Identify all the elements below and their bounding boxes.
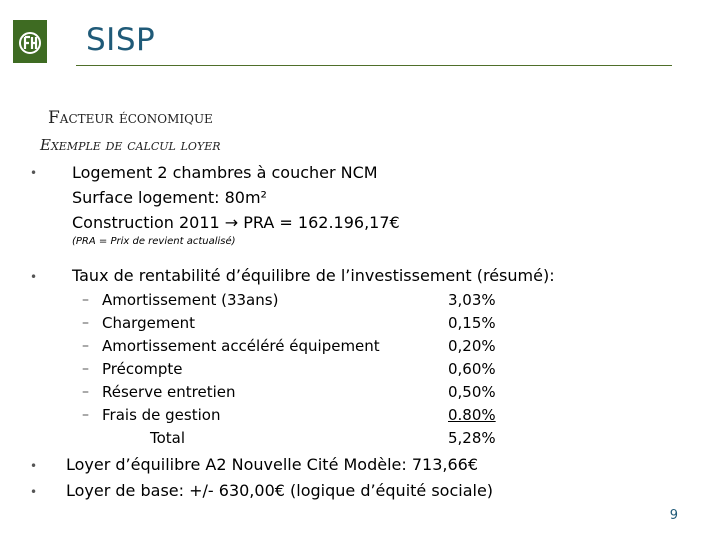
block1-line: Logement 2 chambres à coucher NCM xyxy=(72,163,378,182)
dash-marker: – xyxy=(82,384,89,400)
item-label: Amortissement accéléré équipement xyxy=(102,337,380,355)
item-label: Précompte xyxy=(102,360,183,378)
subsection-heading: Exemple de calcul loyer xyxy=(40,136,221,154)
dash-marker: – xyxy=(82,361,89,377)
item-value: 0,50% xyxy=(448,383,496,401)
item-value: 3,03% xyxy=(448,291,496,309)
pra-note: (PRA = Prix de revient actualisé) xyxy=(72,236,236,247)
bullet-dot: • xyxy=(30,166,38,180)
item-value: 0,60% xyxy=(448,360,496,378)
item-value: 0,15% xyxy=(448,314,496,332)
item-value: 0,20% xyxy=(448,337,496,355)
bullet-dot: • xyxy=(30,459,38,473)
block2-heading: Taux de rentabilité d’équilibre de l’investissement (résumé): xyxy=(72,266,555,285)
dash-marker: – xyxy=(82,292,89,308)
title-divider xyxy=(76,65,672,66)
item-label: Réserve entretien xyxy=(102,383,236,401)
item-label: Amortissement (33ans) xyxy=(102,291,279,309)
page-title: SISP xyxy=(86,22,156,58)
total-value: 5,28% xyxy=(448,429,496,447)
dash-marker: – xyxy=(82,338,89,354)
total-label: Total xyxy=(150,429,186,447)
item-label: Chargement xyxy=(102,314,196,332)
logo-icon xyxy=(13,20,47,63)
block1-line: Construction 2011 → PRA = 162.196,17€ xyxy=(72,213,400,232)
dash-marker: – xyxy=(82,407,89,423)
logo xyxy=(13,20,47,63)
block1-line: Surface logement: 80m² xyxy=(72,188,267,207)
bottom-line: Loyer de base: +/- 630,00€ (logique d’équité sociale) xyxy=(66,481,494,500)
item-label: Frais de gestion xyxy=(102,406,221,424)
page-number: 9 xyxy=(669,508,678,523)
section-heading: Facteur économique xyxy=(48,108,213,128)
bullet-dot: • xyxy=(30,485,38,499)
bottom-line: Loyer d’équilibre A2 Nouvelle Cité Modèle: 713,66€ xyxy=(66,455,479,474)
dash-marker: – xyxy=(82,315,89,331)
item-value: 0.80% xyxy=(448,406,496,424)
bullet-dot: • xyxy=(30,270,38,284)
